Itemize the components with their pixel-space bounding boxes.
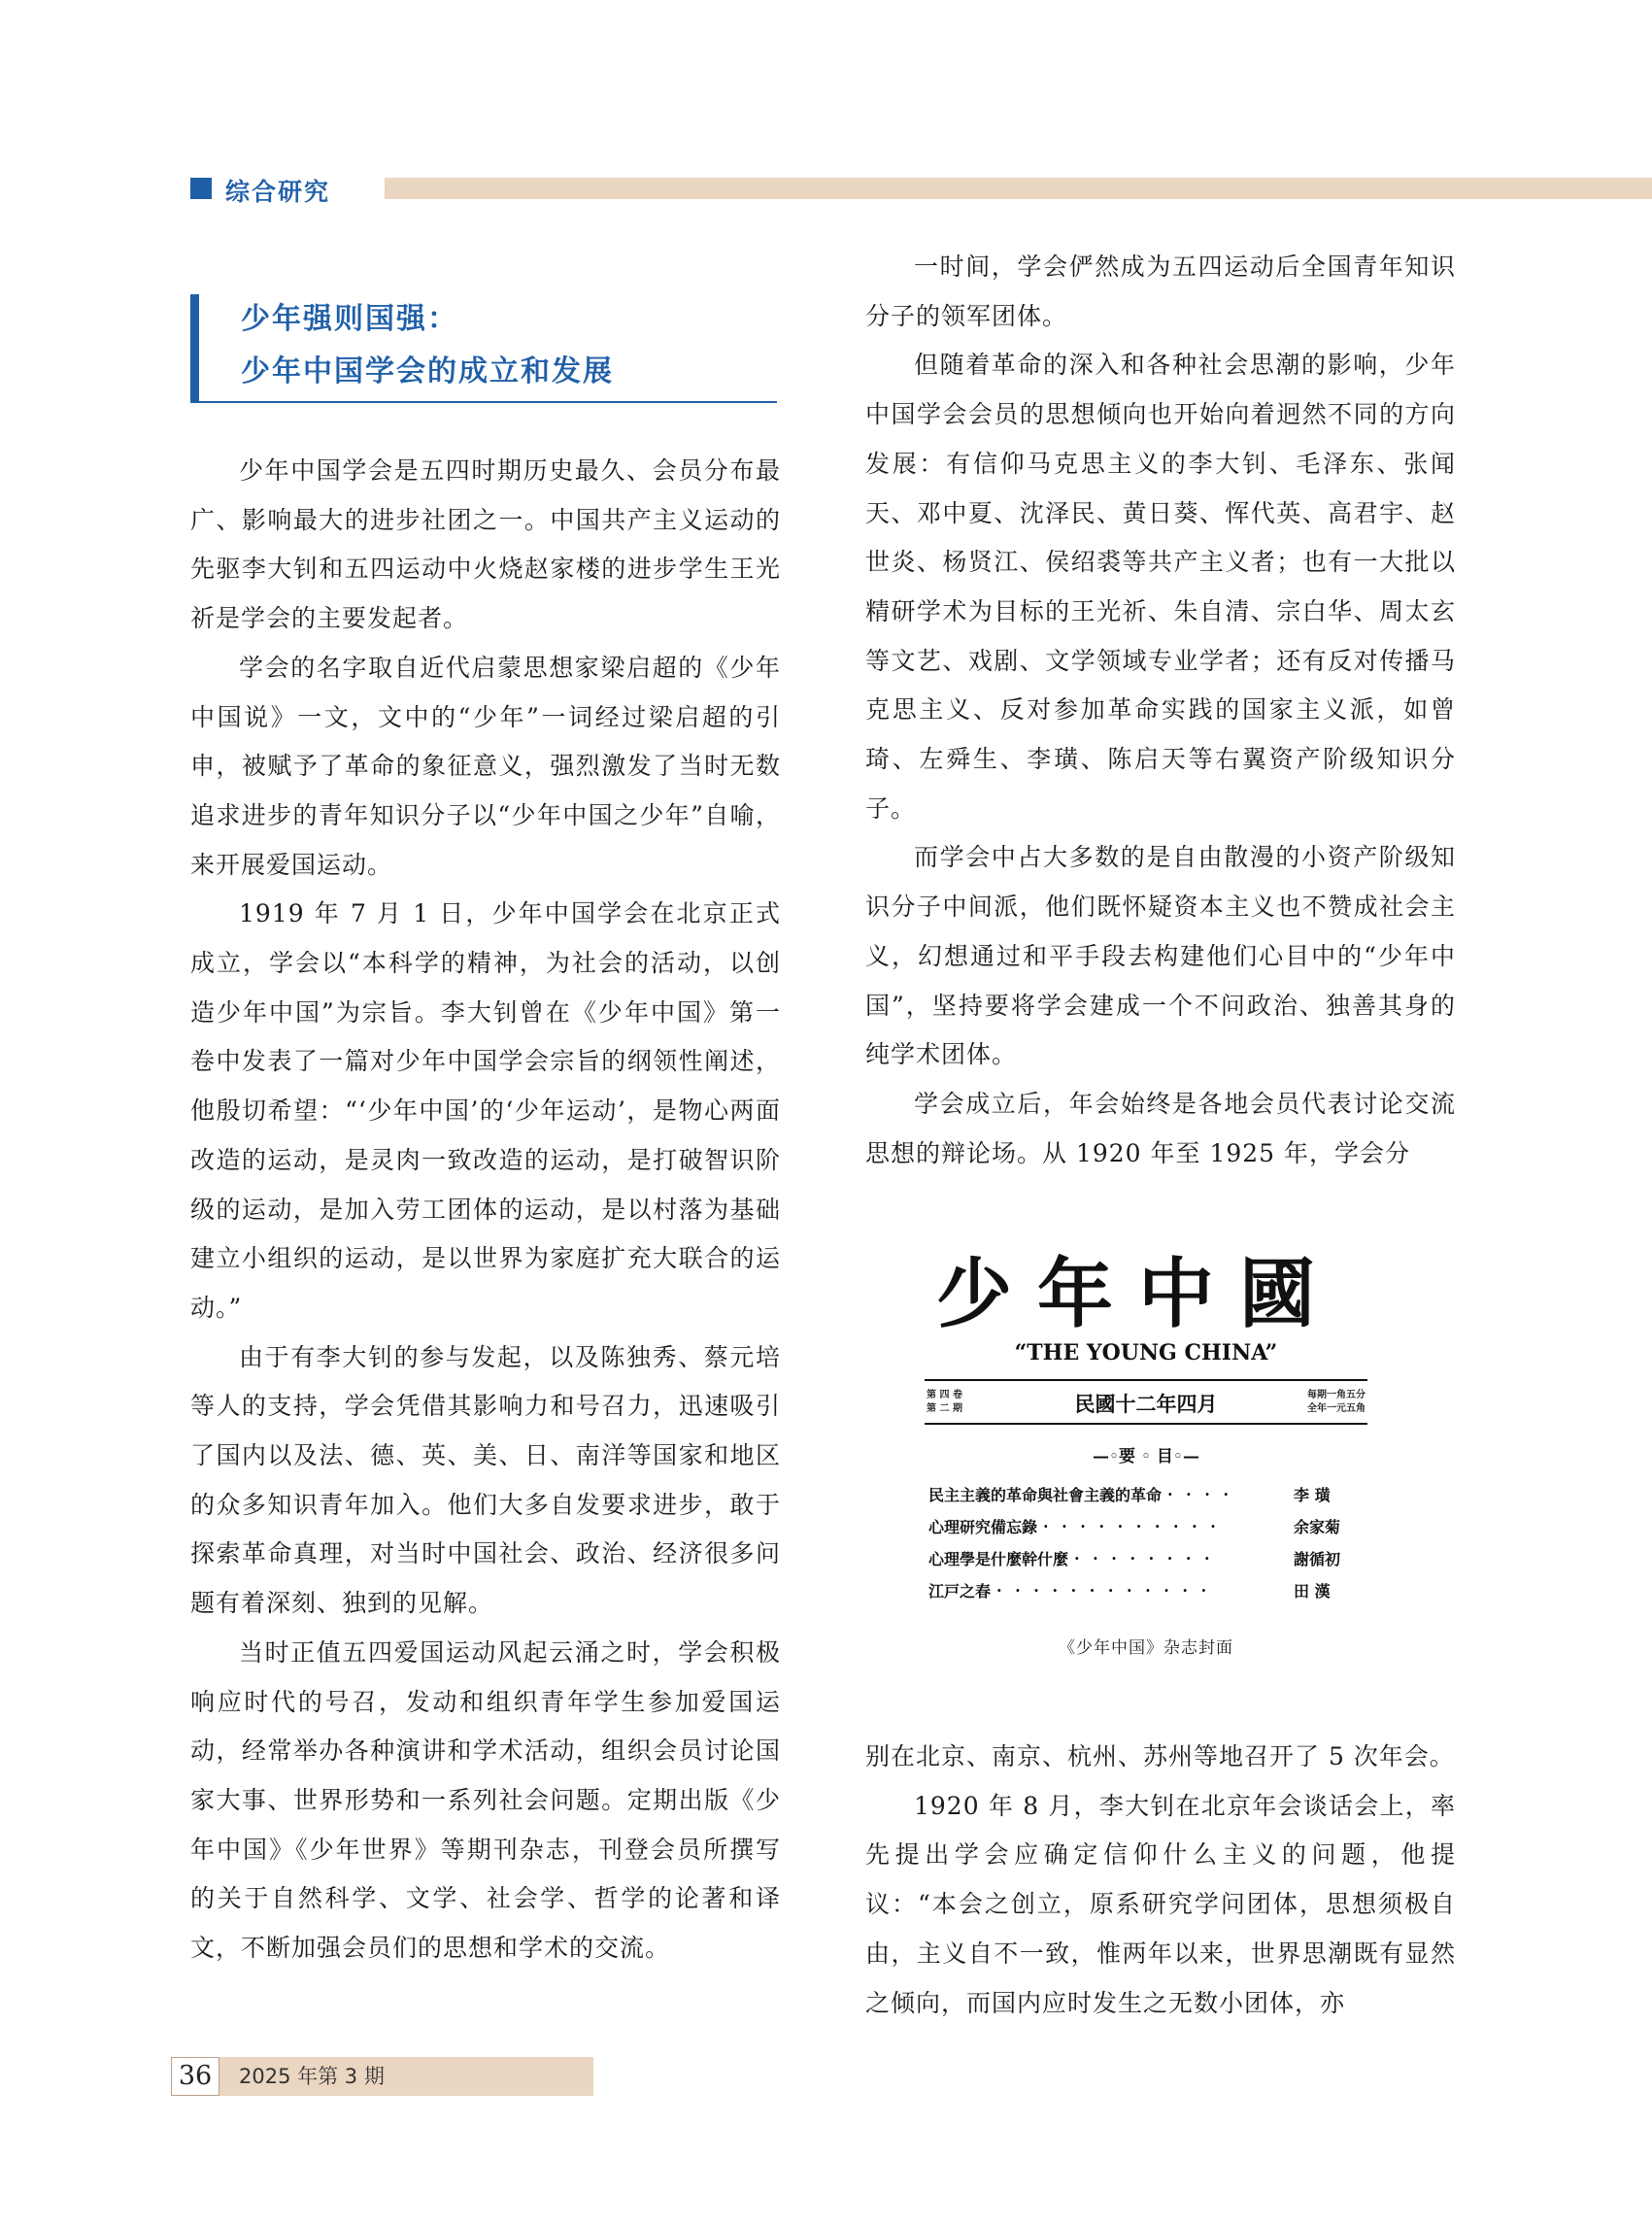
paragraph: 1920 年 8 月，李大钊在北京年会谈话会上，率先提出学会应确定信仰什么主义的问题，他提议：“本会之创立，原系研究学问团体，思想须极自由，主义自不一致，惟两年以来，世界思潮既有显然之倾向，而国内应时发生之无数小团体，亦 (865, 1791, 1456, 2017)
cover-rule (925, 1379, 1367, 1381)
toc-leader: · · · · · · · · · · (1043, 1517, 1220, 1535)
paragraph: 少年中国学会是五四时期历史最久、会员分布最广、影响最大的进步社团之一。中国共产主义运动的先驱李大钊和五四运动中火烧赵家楼的进步学生王光祈是学会的主要发起者。 (190, 456, 781, 633)
cover-title: 少年中國 (936, 1250, 1341, 1338)
paragraph: 由于有李大钊的参与发起，以及陈独秀、蔡元培等人的支持，学会凭借其影响力和号召力，迅速吸引了国内以及法、德、英、美、日、南洋等国家和地区的众多知识青年加入。他们大多自发要求进步，敢于探索革命真理，对当时中国社会、政治、经济很多问题有着深刻、独到的见解。 (190, 1342, 781, 1618)
price-line: 全年一元五角 (1307, 1403, 1365, 1414)
toc-author: 李 璜 (1294, 1486, 1331, 1504)
toc-item (928, 1510, 1362, 1542)
toc-leader: · · · · (1167, 1485, 1233, 1503)
right-column-bottom (865, 1733, 1456, 2028)
article-title (190, 287, 777, 403)
toc-item (928, 1542, 1362, 1574)
header-decor-bar (385, 178, 1652, 199)
paragraph-continued: 别在北京、南京、杭州、苏州等地召开了 5 次年会。 (865, 1742, 1455, 1770)
toc-title: 江戸之春 (928, 1582, 992, 1601)
toc-title: 心理研究備忘錄 (928, 1518, 1038, 1536)
toc-author: 田 漢 (1294, 1582, 1331, 1601)
toc-author: 謝循初 (1294, 1550, 1341, 1568)
paragraph-continued: 一时间，学会俨然成为五四运动后全国青年知识分子的领军团体。 (865, 253, 1456, 330)
title-accent-bar (190, 294, 199, 401)
paragraph: 学会成立后，年会始终是各地会员代表讨论交流思想的辩论场。从 1920 年至 1925 年，学会分 (865, 1089, 1456, 1167)
section-header (190, 175, 1652, 204)
cover-date: 民國十二年四月 (1074, 1392, 1218, 1416)
paragraph: 当时正值五四爱国运动风起云涌之时，学会积极响应时代的号召，发动和组织青年学生参加爱国运动，经常举办各种演讲和学术活动，组织会员讨论国家大事、世界形势和一系列社会问题。定期出版《少年中国》《少年世界》等期刊杂志，刊登会员所撰写的关于自然科学、文学、社会学、哲学的论著和译文，不断加强会员们的思想和学术的交流。 (190, 1637, 781, 1963)
issue-label: 2025 年第 3 期 (219, 2057, 593, 2096)
paragraph: 学会的名字取自近代启蒙思想家梁启超的《少年中国说》一文，文中的“少年”一词经过梁启超的引申，被赋予了革命的象征意义，强烈激发了当时无数追求进步的青年知识分子以“少年中国之少年”自喻，来开展爱国运动。 (190, 653, 781, 879)
title-line-2: 少年中国学会的成立和发展 (241, 354, 614, 388)
title-underline (190, 401, 777, 403)
paragraph: 而学会中占大多数的是自由散漫的小资产阶级知识分子中间派，他们既怀疑资本主义也不赞成社会主义，幻想通过和平手段去构建他们心目中的“少年中国”，坚持要将学会建成一个不问政治、独善其身的纯学术团体。 (865, 843, 1456, 1069)
price-line: 每期一角五分 (1307, 1390, 1365, 1400)
toc-item (928, 1478, 1362, 1510)
toc-author: 余家菊 (1294, 1518, 1341, 1536)
section-label: 综合研究 (225, 178, 331, 206)
cover-english-title: “THE YOUNG CHINA” (1014, 1340, 1278, 1365)
left-column (190, 447, 781, 1973)
issue-line: 第 二 期 (927, 1403, 962, 1414)
section-marker-icon (190, 178, 212, 199)
paragraph: 1919 年 7 月 1 日，少年中国学会在北京正式成立，学会以“本科学的精神，为社会的活动，以创造少年中国”为宗旨。李大钊曾在《少年中国》第一卷中发表了一篇对少年中国学会宗旨的纲领性阐述，他殷切希望：“‘少年中国’的‘少年运动’，是物心两面改造的运动，是灵肉一致改造的运动，是打破智识阶级的运动，是加入劳工团体的运动，是以村落为基础建立小组织的运动，是以世界为家庭扩充大联合的运动。” (190, 899, 781, 1322)
magazine-cover-figure (913, 1226, 1379, 1663)
toc-title: 心理學是什麼幹什麼 (928, 1550, 1069, 1568)
cover-toc (928, 1478, 1362, 1606)
toc-title: 民主主義的革命與社會主義的革命 (928, 1486, 1163, 1504)
right-column-top (865, 243, 1456, 1178)
paragraph: 但随着革命的深入和各种社会思潮的影响，少年中国学会会员的思想倾向也开始向着迥然不同的方向发展：有信仰马克思主义的李大钊、毛泽东、张闻天、邓中夏、沈泽民、黄日葵、恽代英、高君宇、赵世炎、杨贤江、侯绍裘等共产主义者；也有一大批以精研学术为目标的王光祈、朱自清、宗白华、周太玄等文艺、戏剧、文学领域专业学者；还有反对传播马克思主义、反对参加革命实践的国家主义派，如曾琦、左舜生、李璜、陈启天等右翼资产阶级知识分子。 (865, 351, 1456, 823)
figure-caption: 《少年中国》杂志封面 (1059, 1638, 1233, 1658)
title-line-1: 少年强则国强： (241, 302, 458, 336)
toc-leader: · · · · · · · · (1074, 1549, 1214, 1568)
toc-item (928, 1574, 1362, 1606)
toc-leader: · · · · · · · · · · · · (996, 1581, 1211, 1600)
cover-toc-heading: —◦要 ◦ 目◦— (1093, 1447, 1199, 1466)
volume-line: 第 四 卷 (927, 1390, 962, 1400)
cover-rule (925, 1423, 1367, 1425)
cover-price (1307, 1389, 1365, 1416)
page-number: 36 (171, 2057, 219, 2096)
